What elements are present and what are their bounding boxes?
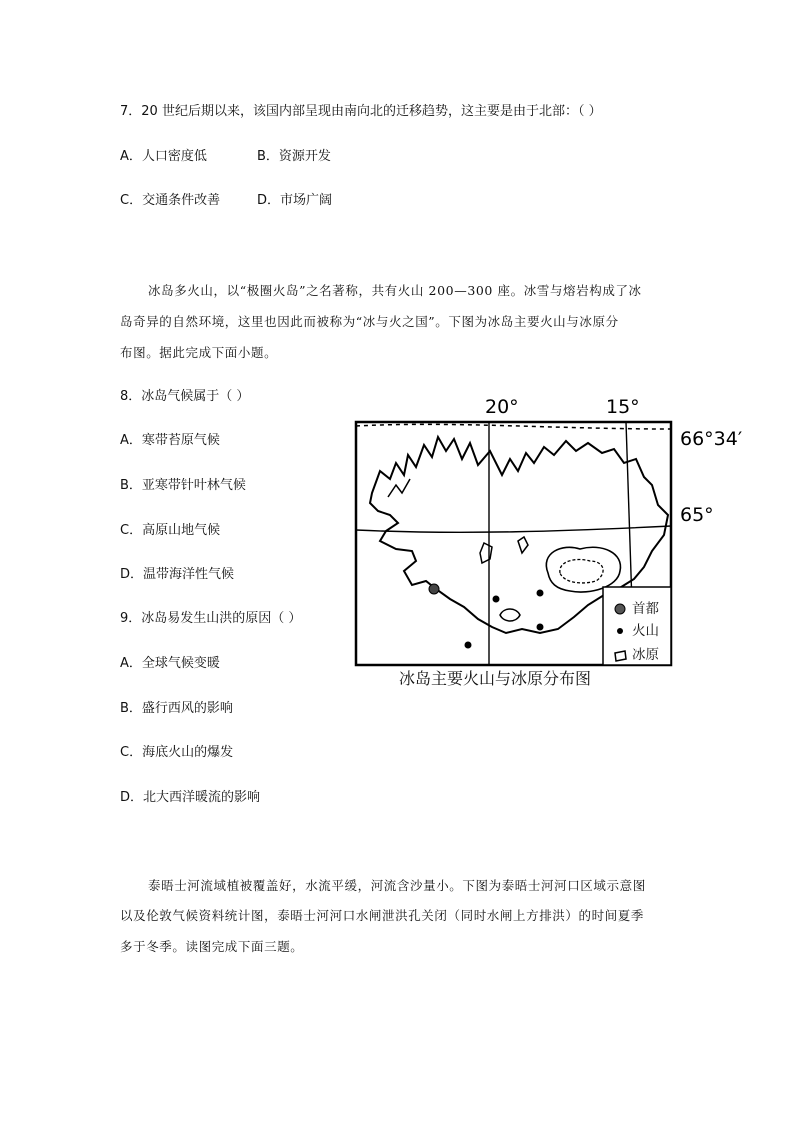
legend-volcano-icon bbox=[617, 628, 623, 634]
q8-stem: 8．冰岛气候属于（ ） bbox=[120, 389, 250, 404]
passage2-line3: 多于冬季。读图完成下面三题。 bbox=[120, 939, 304, 954]
iceland-volcano-glacier-map bbox=[352, 393, 792, 693]
q7-option-c: C．交通条件改善 bbox=[120, 193, 221, 208]
parallel-65 bbox=[356, 526, 671, 532]
fjord-lines bbox=[388, 479, 410, 497]
passage1-line3: 布图。据此完成下面小题。 bbox=[120, 345, 278, 360]
q8-option-a: A．寒带苔原气候 bbox=[120, 433, 220, 448]
q7-option-a: A．人口密度低 bbox=[120, 149, 207, 164]
latitude-label-arctic: 66°34′ bbox=[680, 428, 743, 450]
longitude-label-left: 20° bbox=[485, 396, 519, 418]
legend-volcano-label: 火山 bbox=[632, 623, 659, 639]
glacier-vatnajokull bbox=[546, 547, 620, 592]
q7-stem: 7．20 世纪后期以来，该国内部呈现由南向北的迁移趋势，这主要是由于北部：（ ） bbox=[120, 104, 602, 119]
legend-capital-label: 首都 bbox=[632, 601, 659, 617]
passage1-line1: 冰岛多火山，以“极圈火岛”之名著称，共有火山 200—300 座。冰雪与熔岩构成了冰 bbox=[148, 283, 642, 298]
q9-stem: 9．冰岛易发生山洪的原因（ ） bbox=[120, 611, 302, 626]
q7-option-d: D．市场广阔 bbox=[257, 193, 333, 208]
capital-marker bbox=[429, 584, 439, 594]
volcano-marker bbox=[537, 624, 544, 631]
volcano-marker bbox=[493, 596, 500, 603]
q9-option-d: D．北大西洋暖流的影响 bbox=[120, 790, 261, 805]
q7-option-b: B．资源开发 bbox=[257, 149, 331, 164]
passage2-line1: 泰晤士河流域植被覆盖好，水流平缓，河流含沙量小。下图为泰晤士河河口区域示意图 bbox=[148, 878, 646, 893]
volcano-marker bbox=[537, 590, 544, 597]
arctic-circle-line bbox=[356, 424, 670, 429]
glacier-langjokull bbox=[480, 543, 492, 563]
volcano-marker bbox=[465, 642, 472, 649]
longitude-label-right: 15° bbox=[606, 396, 640, 418]
map-caption: 冰岛主要火山与冰原分布图 bbox=[399, 669, 592, 688]
q8-option-c: C．高原山地气候 bbox=[120, 523, 221, 538]
q8-option-d: D．温带海洋性气候 bbox=[120, 567, 235, 582]
passage1-line2: 岛奇异的自然环境，这里也因此而被称为“冰与火之国”。下图为冰岛主要火山与冰原分 bbox=[120, 314, 619, 329]
q9-option-c: C．海底火山的爆发 bbox=[120, 745, 234, 760]
legend-glacier-label: 冰原 bbox=[632, 647, 659, 663]
q9-option-a: A．全球气候变暖 bbox=[120, 656, 220, 671]
glacier-myrdalsjokull bbox=[500, 609, 520, 621]
glacier-inner bbox=[560, 560, 603, 583]
glacier-hofsjokull bbox=[518, 537, 528, 553]
latitude-label-65: 65° bbox=[680, 504, 714, 526]
passage2-line2: 以及伦敦气候资料统计图，泰晤士河河口水闸泄洪孔关闭（同时水闸上方排洪）的时间夏季 bbox=[120, 908, 645, 923]
q8-option-b: B．亚寒带针叶林气候 bbox=[120, 478, 246, 493]
legend-capital-icon bbox=[615, 604, 625, 614]
q9-option-b: B．盛行西风的影响 bbox=[120, 701, 233, 716]
